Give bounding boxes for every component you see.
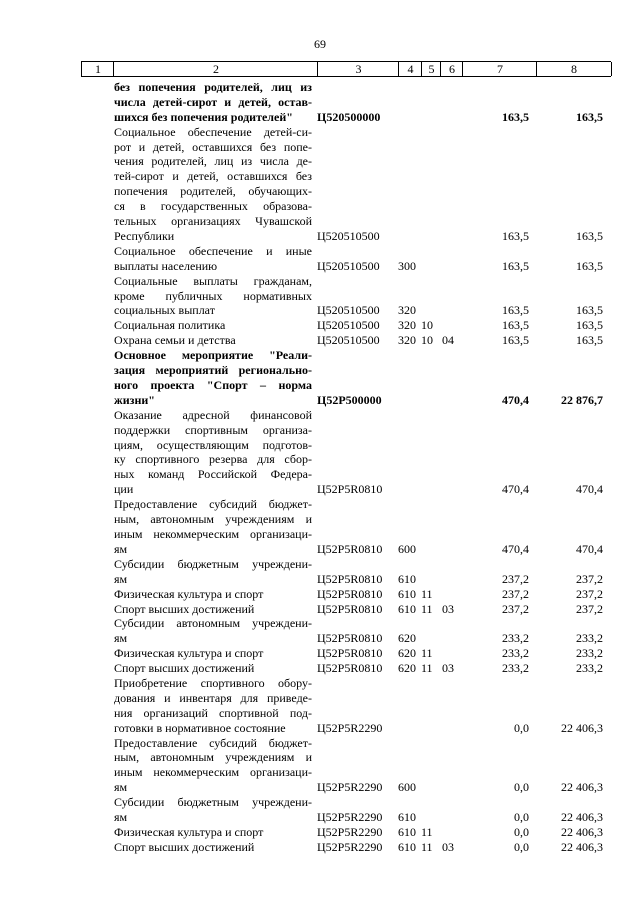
row-value-2021: 22 406,3 <box>561 825 603 839</box>
row-value-2020: 233,2 <box>502 661 529 676</box>
row-code: Ц52Р5R2290 <box>317 839 383 854</box>
row-name-line: Охрана семьи и детства <box>114 333 236 348</box>
table-row <box>0 497 640 557</box>
table-row <box>0 840 640 855</box>
row-expense-type: 620 <box>398 661 416 676</box>
row-name-line: ям <box>114 631 128 646</box>
row-name-line: шихся без попечения родителей" <box>114 109 293 124</box>
row-code: Ц52Р5R0810 <box>317 482 383 497</box>
row-expense-type: 610 <box>398 586 416 601</box>
row-value-2020: 237,2 <box>502 586 529 601</box>
row-code: Ц520500000 <box>317 109 381 124</box>
row-name-line: социальных выплат <box>114 303 215 318</box>
row-name-line: ным, автономным учреждениям и <box>114 750 312 765</box>
row-name-line: ции <box>114 482 134 497</box>
row-value-2021: 163,5 <box>576 258 603 273</box>
row-value-2020: 163,5 <box>502 303 529 318</box>
row-value-2021: 22 406,3 <box>561 839 603 854</box>
row-section: 11 <box>421 825 433 839</box>
row-name-line: рот и детей, оставшихся без попе- <box>114 139 312 154</box>
table-row <box>0 80 640 125</box>
row-name <box>114 348 312 408</box>
row-value-2020: 0,0 <box>514 720 529 735</box>
row-value-2020: 163,5 <box>502 109 529 124</box>
row-value-2020: 163,5 <box>502 258 529 273</box>
row-name-line: ям <box>114 780 128 795</box>
row-name-line: ку спортивного резерва для сбор- <box>114 452 312 467</box>
header-col-8: 8 <box>536 62 612 76</box>
row-code: Ц52Р5R2290 <box>317 780 383 795</box>
row-code: Ц52Р5R2290 <box>317 825 383 839</box>
row-section: 11 <box>421 839 433 854</box>
row-value-2020: 237,2 <box>502 571 529 586</box>
table-row <box>0 736 640 796</box>
row-value-2020: 163,5 <box>502 333 529 348</box>
row-name <box>114 602 312 617</box>
row-code: Ц520510500 <box>317 333 380 348</box>
row-section: 10 <box>421 333 433 348</box>
row-name <box>114 244 312 274</box>
row-name-line: Физическая культура и спорт <box>114 825 264 839</box>
table-row <box>0 661 640 676</box>
row-name <box>114 408 312 497</box>
header-col-4: 4 <box>398 62 422 76</box>
row-section: 11 <box>421 601 433 616</box>
header-col-2: 2 <box>113 62 318 76</box>
row-value-2021: 233,2 <box>576 646 603 661</box>
row-name-line: числа детей-сирот и детей, остав- <box>114 94 312 109</box>
row-name-line: ям <box>114 810 128 825</box>
row-value-2020: 470,4 <box>502 541 529 556</box>
table-row <box>0 244 640 274</box>
row-value-2020: 0,0 <box>514 825 529 839</box>
row-subsection: 03 <box>442 661 454 676</box>
row-value-2020: 233,2 <box>502 631 529 646</box>
table-row <box>0 333 640 348</box>
row-expense-type: 610 <box>398 601 416 616</box>
row-name-line: иным некоммерческим организаци- <box>114 765 312 780</box>
row-value-2020: 233,2 <box>502 646 529 661</box>
row-name-line: ния организаций спортивной под- <box>114 705 312 720</box>
row-name <box>114 646 312 661</box>
row-code: Ц520510500 <box>317 228 380 243</box>
row-name-line: Основное мероприятие "Реали- <box>114 348 312 363</box>
table-row <box>0 557 640 587</box>
table-row <box>0 602 640 617</box>
table-row <box>0 825 640 840</box>
row-value-2021: 22 406,3 <box>561 780 603 795</box>
table-row <box>0 616 640 646</box>
table-row <box>0 795 640 825</box>
row-name <box>114 557 312 587</box>
row-name-line: Предоставление субсидий бюджет- <box>114 497 312 512</box>
row-value-2020: 470,4 <box>502 392 529 407</box>
row-code: Ц520510500 <box>317 318 380 333</box>
row-value-2020: 0,0 <box>514 810 529 825</box>
row-code: Ц52Р5R0810 <box>317 661 383 676</box>
row-name <box>114 318 312 333</box>
row-value-2020: 237,2 <box>502 601 529 616</box>
row-value-2021: 163,5 <box>576 109 603 124</box>
row-name-line: ных команд Российской Федера- <box>114 467 312 482</box>
row-expense-type: 320 <box>398 318 416 333</box>
row-value-2021: 163,5 <box>576 333 603 348</box>
row-expense-type: 600 <box>398 780 416 795</box>
row-value-2021: 22 406,3 <box>561 720 603 735</box>
row-code: Ц52Р5R0810 <box>317 631 383 646</box>
row-value-2020: 163,5 <box>502 228 529 243</box>
table-header <box>81 61 611 77</box>
row-value-2021: 233,2 <box>576 631 603 646</box>
row-code: Ц52Р5R0810 <box>317 571 383 586</box>
row-value-2020: 470,4 <box>502 482 529 497</box>
row-name-line: Субсидии бюджетным учреждени- <box>114 795 312 810</box>
header-col-7: 7 <box>462 62 537 76</box>
row-name-line: тей-сирот и детей, оставшихся без <box>114 169 312 184</box>
row-value-2020: 163,5 <box>502 318 529 333</box>
header-col-1: 1 <box>81 62 114 76</box>
row-value-2021: 22 406,3 <box>561 810 603 825</box>
row-expense-type: 320 <box>398 303 416 318</box>
header-col-3: 3 <box>317 62 399 76</box>
row-code: Ц52Р5R0810 <box>317 586 383 601</box>
row-name-line: без попечения родителей, лиц из <box>114 80 312 94</box>
row-name <box>114 825 312 840</box>
row-code: Ц520510500 <box>317 258 380 273</box>
row-expense-type: 600 <box>398 541 416 556</box>
row-name-line: ям <box>114 571 128 586</box>
row-value-2021: 233,2 <box>576 661 603 676</box>
table-row <box>0 676 640 736</box>
row-expense-type: 610 <box>398 825 416 839</box>
row-name-line: жизни" <box>114 392 155 407</box>
row-value-2021: 470,4 <box>576 541 603 556</box>
row-name-line: Социальное обеспечение детей-си- <box>114 124 312 139</box>
row-name <box>114 587 312 602</box>
row-name-line: Социальные выплаты гражданам, <box>114 273 312 288</box>
row-value-2021: 163,5 <box>576 318 603 333</box>
row-value-2021: 163,5 <box>576 228 603 243</box>
row-name <box>114 840 312 855</box>
row-value-2020: 0,0 <box>514 780 529 795</box>
header-col-5: 5 <box>421 62 441 76</box>
row-expense-type: 610 <box>398 839 416 854</box>
row-value-2021: 237,2 <box>576 586 603 601</box>
row-name-line: выплаты населению <box>114 258 218 273</box>
row-section: 11 <box>421 586 433 601</box>
row-value-2021: 237,2 <box>576 571 603 586</box>
row-name-line: ным, автономным учреждениям и <box>114 512 312 527</box>
row-name-line: ся в государственных образова- <box>114 199 312 214</box>
row-name <box>114 676 312 736</box>
row-name-line: Субсидии автономным учреждени- <box>114 616 312 631</box>
row-name <box>114 80 312 125</box>
row-name <box>114 333 312 348</box>
row-name-line: тельных организациях Чувашской <box>114 214 312 229</box>
row-name-line: Спорт высших достижений <box>114 839 255 854</box>
row-code: Ц52Р5R0810 <box>317 541 383 556</box>
row-name-line: Спорт высших достижений <box>114 601 255 616</box>
row-section: 10 <box>421 318 433 333</box>
row-name <box>114 125 312 244</box>
row-name-line: ного проекта "Спорт – норма <box>114 377 312 392</box>
row-name-line: иным некоммерческим организаци- <box>114 526 312 541</box>
row-name-line: чения родителей, лиц из числа де- <box>114 154 312 169</box>
row-subsection: 03 <box>442 601 454 616</box>
row-subsection: 04 <box>442 333 454 348</box>
row-expense-type: 610 <box>398 810 416 825</box>
row-name-line: дования и инвентаря для приведе- <box>114 690 312 705</box>
row-name-line: Социальная политика <box>114 318 226 333</box>
row-name-line: Республики <box>114 228 175 243</box>
row-code: Ц52Р5R2290 <box>317 720 383 735</box>
row-name <box>114 274 312 319</box>
row-code: Ц52Р5R0810 <box>317 601 383 616</box>
row-name <box>114 616 312 646</box>
row-name-line: Оказание адресной финансовой <box>114 407 312 422</box>
table-row <box>0 318 640 333</box>
row-value-2021: 22 876,7 <box>561 392 603 407</box>
row-name-line: кроме публичных нормативных <box>114 288 312 303</box>
row-name-line: Физическая культура и спорт <box>114 646 264 661</box>
table-row <box>0 408 640 497</box>
row-name <box>114 736 312 796</box>
row-value-2021: 163,5 <box>576 303 603 318</box>
table-row <box>0 125 640 244</box>
row-code: Ц520510500 <box>317 303 380 318</box>
row-expense-type: 620 <box>398 646 416 661</box>
row-name-line: попечения родителей, обучающих- <box>114 184 312 199</box>
row-subsection: 03 <box>442 839 454 854</box>
row-code: Ц52Р5R0810 <box>317 646 383 661</box>
header-col-6: 6 <box>440 62 463 76</box>
row-expense-type: 620 <box>398 631 416 646</box>
row-value-2021: 470,4 <box>576 482 603 497</box>
row-name-line: Спорт высших достижений <box>114 661 255 676</box>
table-row <box>0 646 640 661</box>
row-name-line: поддержки спортивным организа- <box>114 422 312 437</box>
row-section: 11 <box>421 661 433 676</box>
row-code: Ц52Р5R2290 <box>317 810 383 825</box>
table-row <box>0 348 640 408</box>
table-row <box>0 274 640 319</box>
row-value-2021: 237,2 <box>576 601 603 616</box>
row-expense-type: 320 <box>398 333 416 348</box>
row-name-line: циям, осуществляющим подготов- <box>114 437 312 452</box>
row-name <box>114 795 312 825</box>
table-row <box>0 587 640 602</box>
row-expense-type: 300 <box>398 258 416 273</box>
row-name-line: Предоставление субсидий бюджет- <box>114 735 312 750</box>
page-number: 69 <box>314 37 326 51</box>
row-value-2020: 0,0 <box>514 839 529 854</box>
row-code: Ц52Р500000 <box>317 392 382 407</box>
row-name-line: готовки в нормативное состояние <box>114 720 286 735</box>
row-expense-type: 610 <box>398 571 416 586</box>
row-name <box>114 661 312 676</box>
row-section: 11 <box>421 646 433 661</box>
row-name-line: Субсидии бюджетным учреждени- <box>114 556 312 571</box>
row-name-line: Физическая культура и спорт <box>114 586 264 601</box>
row-name-line: ям <box>114 541 128 556</box>
row-name-line: зация мероприятий регионально- <box>114 363 312 378</box>
row-name-line: Социальное обеспечение и иные <box>114 243 312 258</box>
row-name <box>114 497 312 557</box>
row-name-line: Приобретение спортивного обору- <box>114 676 312 690</box>
